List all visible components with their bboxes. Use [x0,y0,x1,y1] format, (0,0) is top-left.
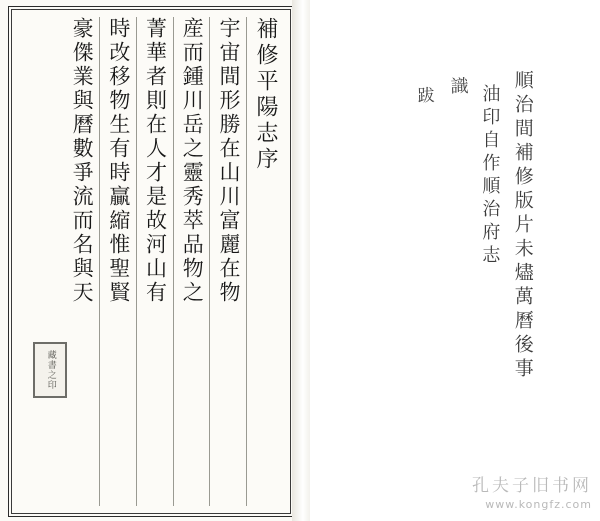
column-rule [136,17,137,506]
inscription-line-1: 順治間補修版片未燼萬曆後事 [511,70,534,382]
text-column-1: 宇宙間形勝在山川富麗在物 [216,17,241,305]
inscription-line-2: 油印自作順治府志 [479,84,501,268]
watermark-url: www.kongfz.com [485,498,592,511]
watermark-cn: 孔夫子旧书网 [472,476,592,497]
right-blank-leaf [310,0,600,521]
seal-stamp [33,342,67,398]
inscription-signature: 跋 [413,86,435,110]
column-rule [209,17,210,506]
seal-text: 藏書之印 [45,350,56,390]
inscription-line-3: 識 [447,76,470,101]
text-column-4: 時改移物生有時贏縮惟聖賢 [106,17,131,305]
text-column-3: 菁華者則在人才是故河山有 [143,17,168,305]
column-rule [173,17,174,506]
page-title-column: 補修平陽志序 [253,17,278,173]
column-rule [246,17,247,506]
watermark [472,477,592,511]
text-column-2: 産而鍾川岳之靈秀萃品物之 [180,17,205,305]
column-rule [99,17,100,506]
text-block-frame [8,6,294,517]
book-spine-gutter [292,0,310,521]
vertical-columns [19,17,283,506]
text-column-5: 豪傑業與曆數爭流而名與天 [70,17,95,305]
